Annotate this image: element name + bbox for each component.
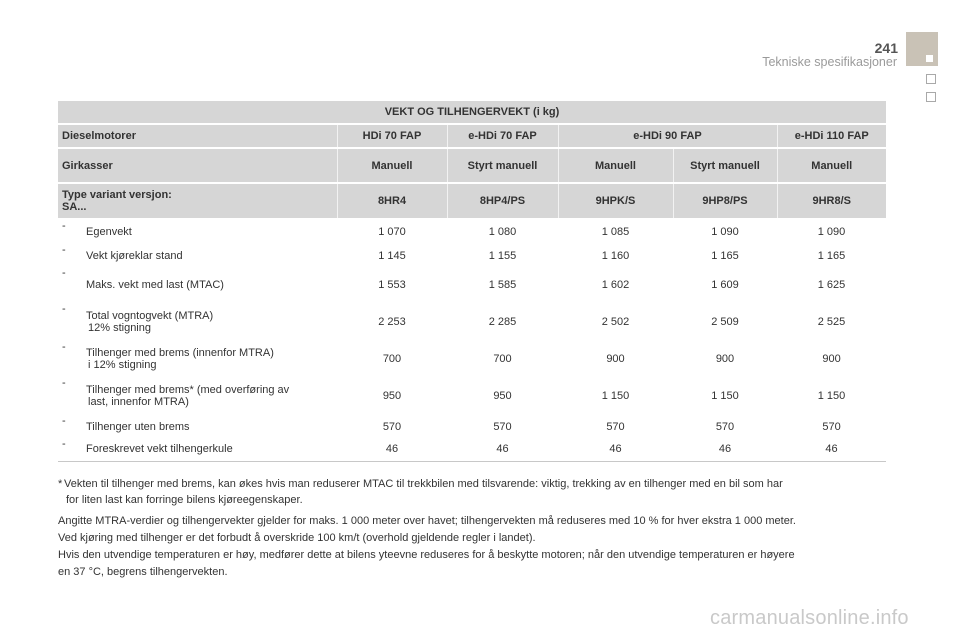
table-cell: 570 <box>382 420 402 433</box>
row-dash: - <box>62 438 66 450</box>
type-cell: 9HPK/S <box>558 183 673 219</box>
chapter-tab-marker <box>926 55 933 62</box>
type-cell: 9HR8/S <box>777 183 886 219</box>
table-cell: 46 <box>337 438 447 461</box>
table-title-row <box>58 101 886 124</box>
table-cell: 1 625 <box>817 279 846 291</box>
table-cell: 570 <box>493 420 512 433</box>
table-cell: 900 <box>715 353 735 365</box>
row-dash: - <box>62 341 66 353</box>
row-label-line2: i 12% stigning <box>88 359 157 371</box>
gearbox-cell: Manuell <box>558 148 673 183</box>
row-label-line1: Tilhenger med brems (innenfor MTRA) <box>86 347 274 359</box>
table-cell: 2 509 <box>711 316 739 328</box>
row-dash: - <box>62 415 66 427</box>
table-cell: 2 525 <box>817 316 846 328</box>
table-row <box>58 219 886 244</box>
gearbox-row <box>58 148 886 183</box>
table-row <box>58 303 886 341</box>
table-cell: 1 609 <box>711 279 739 291</box>
notes-line3: Hvis den utvendige temperaturen er høy, medfører dette at bilens yteevne reduseres for å beskytte motoren; når den utvendige temperaturen er høyere <box>58 549 795 561</box>
table-row <box>58 415 886 438</box>
gearbox-cell: Styrt manuell <box>673 148 777 183</box>
table-cell: 570 <box>822 420 841 433</box>
table-cell: 46 <box>673 438 777 461</box>
engine-cell: e-HDi 110 FAP <box>777 124 886 148</box>
footnote-line1: Vekten til tilhenger med brems, kan økes hvis man reduserer MTAC til trekkbilen med tilsvarende: viktig, trekking av en tilhenger med en bil som har <box>64 478 783 490</box>
table-row <box>58 244 886 267</box>
table-cell: 1 165 <box>817 249 846 262</box>
table-cell: 2 253 <box>378 316 406 328</box>
row-label <box>58 244 337 267</box>
notes-line4: en 37 °C, begrens tilhengervekten. <box>58 566 228 578</box>
table-cell: 1 090 <box>711 226 739 238</box>
table-title: VEKT OG TILHENGERVEKT (i kg) <box>58 101 886 124</box>
table-cell: 700 <box>382 353 402 365</box>
table-cell: 1 585 <box>488 279 517 291</box>
type-cell: 8HP4/PS <box>447 183 558 219</box>
row-label <box>58 267 337 303</box>
notes-line1: Angitte MTRA-verdier og tilhengervekter gjelder for maks. 1 000 meter over havet; tilhengervekten må reduseres med 10 % for hver ekstra 1 000 meter. <box>58 515 796 527</box>
row-label-line1: Vekt kjøreklar stand <box>86 249 183 262</box>
row-label <box>58 303 337 341</box>
row-label <box>58 377 337 415</box>
table-cell: 1 145 <box>378 249 406 262</box>
engine-cell: e-HDi 90 FAP <box>558 124 777 148</box>
table-cell: 900 <box>606 353 625 365</box>
row-label-line2: last, innenfor MTRA) <box>88 396 189 408</box>
table-cell: 950 <box>382 390 402 402</box>
watermark: carmanualsonline.info <box>710 607 909 629</box>
engine-cell: HDi 70 FAP <box>337 124 447 148</box>
table-cell: 1 553 <box>378 279 406 291</box>
chapter-tab <box>906 32 938 66</box>
table-cell: 900 <box>822 353 841 365</box>
row-dash: - <box>62 244 66 256</box>
row-label-line1: Foreskrevet vekt tilhengerkule <box>86 443 233 456</box>
row-label-line1: Tilhenger med brems* (med overføring av <box>86 384 290 396</box>
table-cell: 2 502 <box>601 316 630 328</box>
chapter-box-1 <box>926 74 936 84</box>
chapter-box-2 <box>926 92 936 102</box>
gearbox-cell: Styrt manuell <box>447 148 558 183</box>
table-cell: 1 080 <box>488 226 517 238</box>
table-cell: 46 <box>558 438 673 461</box>
row-label <box>58 341 337 377</box>
table-cell: 1 155 <box>488 249 517 262</box>
table-row <box>58 377 886 415</box>
type-label <box>58 183 337 219</box>
row-label-line1: Maks. vekt med last (MTAC) <box>86 279 224 291</box>
engine-label: Dieselmotorer <box>58 124 337 148</box>
table-cell: 1 150 <box>817 390 846 402</box>
engine-cell: e-HDi 70 FAP <box>447 124 558 148</box>
notes-paragraph <box>58 513 888 581</box>
gearbox-cell: Manuell <box>777 148 886 183</box>
table-cell: 570 <box>715 420 735 433</box>
row-dash: - <box>62 267 66 279</box>
table-cell: 1 150 <box>601 390 630 402</box>
gearbox-cell: Manuell <box>337 148 447 183</box>
table-cell: 2 285 <box>488 316 517 328</box>
footnote-line2: for liten last kan forringe bilens kjøreegenskaper. <box>66 494 303 506</box>
table-row <box>58 341 886 377</box>
type-label-line1: Type variant versjon: <box>62 189 172 201</box>
row-label <box>58 438 337 461</box>
section-title: Tekniske spesifikasjoner <box>762 55 897 69</box>
table-cell: 950 <box>493 390 512 402</box>
footnote-star: * <box>58 478 63 490</box>
table-cell: 1 085 <box>601 226 630 238</box>
type-row <box>58 183 886 219</box>
row-label-line1: Total vogntogvekt (MTRA) <box>86 310 214 322</box>
table-cell: 46 <box>777 438 886 461</box>
table-cell: 570 <box>606 420 625 433</box>
row-label-line2: 12% stigning <box>88 322 151 334</box>
table-cell: 1 090 <box>817 226 846 238</box>
weight-table <box>58 101 886 462</box>
row-dash: - <box>62 303 66 315</box>
row-label-line1: Egenvekt <box>86 226 132 238</box>
table-cell: 1 165 <box>711 249 739 262</box>
row-dash: - <box>62 377 66 389</box>
table-cell: 1 160 <box>601 249 630 262</box>
type-label-line2: SA... <box>62 201 87 213</box>
footnote <box>58 476 888 508</box>
notes-line2: Ved kjøring med tilhenger er det forbudt å overskride 100 km/t (overhold gjeldende regler i landet). <box>58 532 536 544</box>
row-dash: - <box>62 220 66 232</box>
table-cell: 700 <box>493 353 512 365</box>
row-label-line1: Tilhenger uten brems <box>86 420 190 433</box>
engine-row <box>58 124 886 148</box>
gearbox-label: Girkasser <box>58 148 337 183</box>
table-cell: 1 150 <box>711 390 739 402</box>
table-row <box>58 267 886 303</box>
row-label <box>58 219 337 244</box>
table-cell: 1 070 <box>378 226 406 238</box>
type-cell: 8HR4 <box>337 183 447 219</box>
row-label <box>58 415 337 438</box>
table-cell: 1 602 <box>601 279 630 291</box>
type-cell: 9HP8/PS <box>673 183 777 219</box>
page-number: 241 <box>874 40 898 56</box>
table-cell: 46 <box>447 438 558 461</box>
table-row <box>58 438 886 461</box>
